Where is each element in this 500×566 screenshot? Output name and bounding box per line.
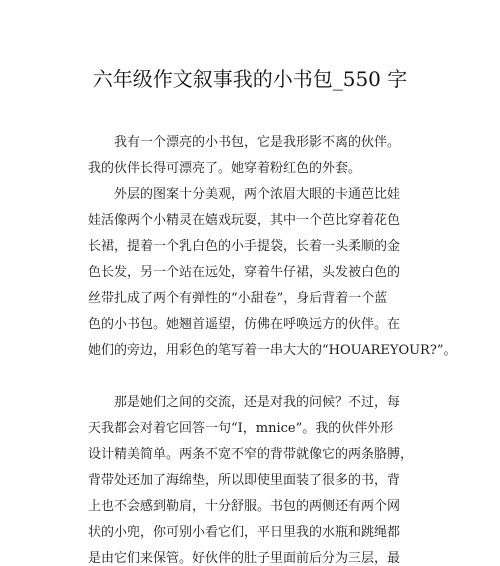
text-line: 我有一个漂亮的小书包，它是我形影不离的伙伴。 — [88, 135, 401, 150]
paragraph-gap — [88, 364, 448, 390]
text-line: 我的伙伴长得可漂亮了。她穿着粉红色的外套。 — [88, 161, 362, 176]
text-line: 背带处还加了海绵垫，所以即使里面装了很多的书，背 — [88, 473, 401, 488]
text-line: 外层的图案十分美观，两个浓眉大眼的卡通芭比娃 — [88, 187, 401, 202]
text-line: 上也不会感到勒肩，十分舒服。书包的两侧还有两个网 — [88, 499, 401, 514]
text-line: 是由它们来保管。好伙伴的肚子里面前后分为三层，最 — [88, 551, 401, 566]
text-line: 天我都会对着它回答一句“I，mnice”。我的伙伴外形 — [88, 421, 394, 436]
text-line: 那是她们之间的交流，还是对我的问候？不过，每 — [88, 395, 401, 410]
text-line: 状的小兜，你可别小看它们，平日里我的水瓶和跳绳都 — [88, 525, 401, 540]
text-line: 她们的旁边，用彩色的笔写着一串大大的“HOUAREYOUR?”。 — [88, 343, 457, 358]
text-line: 长裙，提着一个乳白色的小手提袋，长着一头柔顺的金 — [88, 239, 401, 254]
essay-body — [88, 130, 457, 566]
page-title: 六年级作文叙事我的小书包_550 字 — [92, 67, 408, 91]
text-line: 娃活像两个小精灵在嬉戏玩耍，其中一个芭比穿着花色 — [88, 213, 401, 228]
text-line: 色的小书包。她翘首遥望，仿佛在呼唤远方的伙伴。在 — [88, 317, 401, 332]
text-line: 丝带扎成了两个有弹性的“小甜卷”，身后背着一个蓝 — [88, 291, 388, 306]
text-line: 色长发，另一个站在远处，穿着牛仔裙，头发被白色的 — [88, 265, 401, 280]
text-line: 设计精美简单。两条不宽不窄的背带就像它的两条胳膊， — [88, 447, 414, 462]
